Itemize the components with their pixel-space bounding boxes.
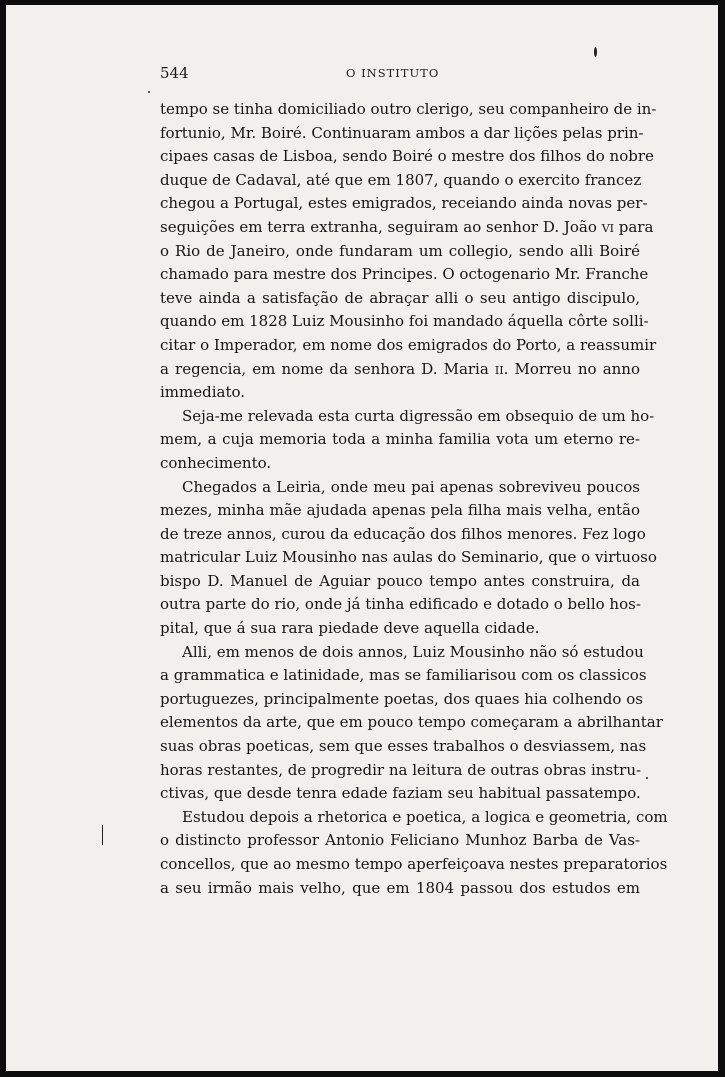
text-line: Alli, em menos de dois annos, Luiz Mousinho não só estudou: [182, 642, 644, 661]
text-line: portuguezes, principalmente poetas, dos quaes hia colhendo os: [160, 689, 643, 708]
text-line: Chegados a Leiria, onde meu pai apenas sobreviveu poucos: [182, 477, 640, 496]
text-segment: seguições em terra extranha, seguiram ao senhor D. João: [160, 217, 602, 236]
text-line: o Rio de Janeiro, onde fundaram um collegio, sendo alli Boiré: [160, 241, 640, 260]
text-line: [160, 216, 654, 240]
text-line: outra parte do rio, onde já tinha edificado e dotado o bello hos-: [160, 595, 641, 614]
roman-numeral: ii: [494, 359, 504, 378]
text-line: matricular Luiz Mousinho nas aulas do Seminario, que o virtuoso: [160, 548, 657, 567]
text-segment: a regencia, em nome da senhora D. Maria: [160, 359, 495, 378]
text-line: immediato.: [160, 383, 246, 402]
text-line: bispo D. Manuel de Aguiar pouco tempo antes construira, da: [160, 571, 640, 590]
text-segment: . Morreu no anno: [503, 359, 640, 378]
text-line: mezes, minha mãe ajudada apenas pela filha mais velha, então: [160, 501, 640, 520]
roman-numeral: vi: [601, 217, 614, 236]
text-line: quando em 1828 Luiz Mousinho foi mandado áquella côrte solli-: [160, 312, 649, 331]
text-line: conhecimento.: [160, 453, 272, 472]
ink-speck: [594, 47, 597, 57]
text-line: de treze annos, curou da educação dos filhos menores. Fez logo: [160, 524, 646, 543]
text-line: teve ainda a satisfação de abraçar alli o seu antigo discipulo,: [160, 288, 640, 307]
text-line: chamado para mestre dos Principes. O octogenario Mr. Franche: [160, 265, 649, 284]
text-line: tempo se tinha domiciliado outro clerigo, seu companheiro de in-: [160, 100, 657, 118]
text-line: a grammatica e latinidade, mas se familiarisou com os classicos: [160, 666, 647, 685]
text-line: chegou a Portugal, estes emigrados, receiando ainda novas per-: [160, 194, 648, 213]
text-line: mem, a cuja memoria toda a minha familia vota um eterno re-: [160, 430, 640, 449]
text-line: Seja-me relevada esta curta digressão em obsequio de um ho-: [182, 406, 655, 425]
ink-speck: [102, 825, 103, 845]
body-text: [160, 98, 668, 900]
text-line: horas restantes, de progredir na leitura de outras obras instru-: [160, 760, 642, 779]
text-line: citar o Imperador, em nome dos emigrados do Porto, a reassumir: [160, 335, 657, 354]
text-line: elementos da arte, que em pouco tempo começaram a abrilhantar: [160, 713, 663, 732]
text-line: o distincto professor Antonio Feliciano Munhoz Barba de Vas-: [160, 831, 640, 850]
ink-speck: [646, 777, 648, 779]
text-line: cipaes casas de Lisboa, sendo Boiré o mestre dos filhos do nobre: [160, 147, 654, 166]
text-line: fortunio, Mr. Boiré. Continuaram ambos a dar lições pelas prin-: [160, 123, 644, 142]
text-line: pital, que á sua rara piedade deve aquella cidade.: [160, 619, 540, 638]
running-title: O INSTITUTO: [346, 66, 440, 80]
ink-speck: [148, 91, 150, 93]
text-line: Estudou depois a rhetorica e poetica, a logica e geometria, com: [182, 807, 668, 826]
text-line: concellos, que ao mesmo tempo aperfeiçoava nestes preparatorios: [160, 855, 668, 873]
text-line: suas obras poeticas, sem que esses trabalhos o desviassem, nas: [160, 737, 647, 756]
book-page: [6, 5, 718, 1071]
text-line: [160, 358, 640, 382]
text-line: a seu irmão mais velho, que em 1804 passou dos estudos em: [160, 878, 640, 897]
text-line: duque de Cadaval, até que em 1807, quando o exercito francez: [160, 170, 642, 189]
text-segment: para: [613, 217, 654, 236]
page-number: 544: [160, 64, 189, 82]
text-line: ctivas, que desde tenra edade faziam seu habitual passatempo.: [160, 784, 641, 803]
